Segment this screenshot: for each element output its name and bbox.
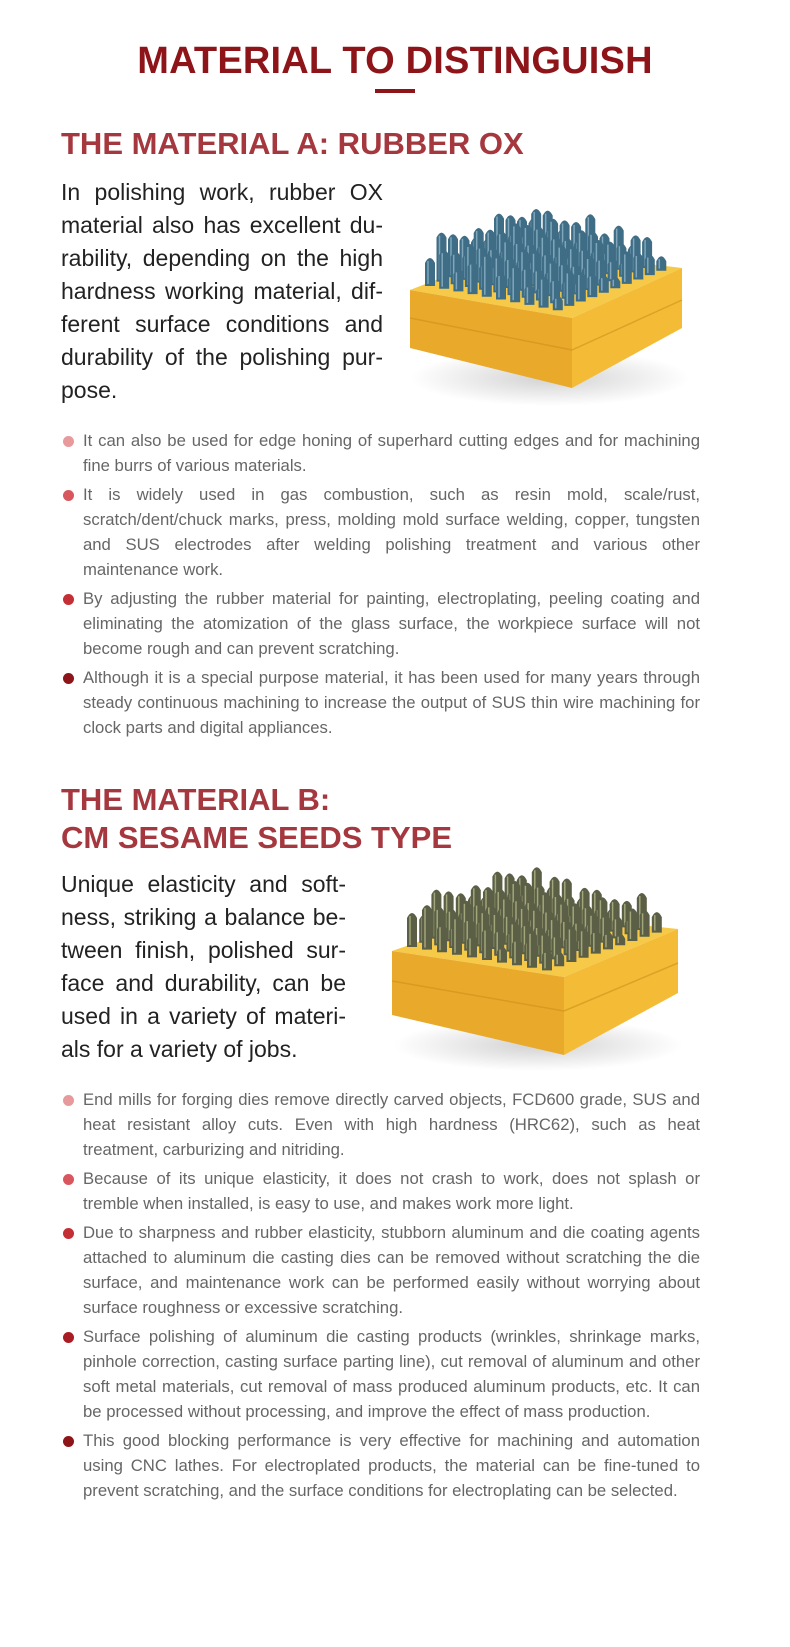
polishing-pin — [542, 950, 552, 971]
material-b-bullets — [61, 1087, 700, 1507]
polishing-pin — [510, 265, 520, 302]
polishing-pin — [512, 939, 522, 966]
bullet-item — [61, 1220, 700, 1320]
bullet-text: End mills for forging dies remove directly carved objects, FCD600 grade, SUS and heat resistant alloy cuts. Even with high hardness (HRC62), such as heat treatment, carburizing and nitriding. — [83, 1090, 700, 1159]
bullet-dot-icon — [63, 594, 74, 605]
bullet-item — [61, 586, 700, 661]
bullet-dot-icon — [63, 1332, 74, 1343]
bullet-dot-icon — [63, 673, 74, 684]
polishing-pin — [452, 916, 462, 955]
polishing-pin — [407, 913, 417, 947]
polishing-pin — [524, 284, 534, 305]
polishing-pin — [576, 272, 586, 302]
polishing-pin — [482, 928, 492, 961]
polishing-pin — [591, 930, 601, 954]
bullet-dot-icon — [63, 1228, 74, 1239]
polishing-pin — [496, 273, 506, 300]
material-b-heading-line1: THE MATERIAL B: — [61, 782, 331, 817]
polishing-pin — [468, 262, 478, 295]
polishing-pin — [527, 931, 537, 968]
bullet-item — [61, 665, 700, 740]
bullet-text: It can also be used for edge honing of superhard cutting edges and for machining fine burrs of various materials. — [83, 431, 700, 475]
material-a-bullets — [61, 428, 700, 744]
polishing-pin — [453, 269, 463, 291]
polishing-pin — [645, 255, 655, 276]
polishing-pin — [482, 254, 492, 297]
polishing-pin — [437, 924, 447, 952]
bullet-dot-icon — [63, 1174, 74, 1185]
polishing-pin — [579, 928, 589, 958]
polishing-pin — [603, 932, 613, 950]
material-b-product-image — [378, 855, 690, 1075]
bullet-text: Surface polishing of aluminum die casting products (wrinkles, shrinkage marks, pinhole correction, casting surface parting line), cut removal of aluminum and other soft metal materials, cut removal of mass produced aluminum products, etc. It can be processed without processing, and improve the effect of mass production. — [83, 1327, 700, 1421]
polishing-pin — [564, 270, 574, 306]
page-title: MATERIAL TO DISTINGUISH — [137, 40, 653, 82]
bullet-text: Although it is a special purpose material, it has been used for many years through steady continuous machining to increase the output of SUS thin wire machining for clock parts and digital appliances. — [83, 668, 700, 737]
polishing-pin — [425, 258, 435, 286]
bullet-item — [61, 1087, 700, 1162]
bullet-item — [61, 1166, 700, 1216]
bullet-item — [61, 428, 700, 478]
polishing-pin — [652, 912, 662, 933]
polishing-pin — [467, 935, 477, 957]
bullet-dot-icon — [63, 1095, 74, 1106]
bullet-item — [61, 1324, 700, 1424]
bullet-text: It is widely used in gas combustion, such as resin mold, scale/rust, scratch/dent/chuck marks, press, molding mold surface welding, copper, tungsten and SUS electrodes after welding polishing treatment and various other maintenance work. — [83, 485, 700, 579]
polishing-pin — [599, 275, 609, 293]
material-a-product-image — [400, 188, 700, 413]
title-underline — [375, 89, 415, 93]
polishing-pin — [587, 274, 597, 298]
material-a-heading: THE MATERIAL A: RUBBER OX — [61, 126, 524, 161]
polishing-pin — [422, 905, 432, 950]
bullet-item — [61, 482, 700, 582]
polishing-pin — [627, 909, 637, 942]
bullet-text: Because of its unique elasticity, it does not crash to work, does not splash or tremble when installed, is easy to use, and makes work more light. — [83, 1169, 700, 1213]
bullet-dot-icon — [63, 490, 74, 501]
polishing-pin — [539, 277, 549, 308]
material-a-intro: In polishing work, rubber OX material also has excellent durability, depending on the high hardness working material, different surface conditions and durability of the polishing purpose. — [61, 179, 383, 403]
polishing-pin — [633, 253, 643, 280]
polishing-pin — [656, 256, 666, 271]
material-b-heading — [61, 781, 452, 857]
polishing-pin — [622, 251, 632, 284]
bullet-dot-icon — [63, 436, 74, 447]
polishing-pin — [640, 910, 650, 937]
bullet-dot-icon — [63, 1436, 74, 1447]
bullet-text: Due to sharpness and rubber elasticity, stubborn aluminum and die coating agents attached to aluminum die casting dies can be removed without scratching the die surface, and maintenance work can be performed easily without worrying about surface roughness or excessive scratching. — [83, 1223, 700, 1317]
bullet-item — [61, 1428, 700, 1503]
polishing-pin — [566, 927, 576, 963]
bullet-text: This good blocking performance is very effective for machining and automation using CNC lathes. For electroplated products, the material can be fine-tuned to prevent scratching, and the surface conditions for electroplating can be selected. — [83, 1431, 700, 1500]
material-b-intro: Unique elasticity and softness, striking a balance between finish, polished surface and durability, can be used in a variety of materials for a variety of jobs. — [61, 871, 346, 1062]
bullet-text: By adjusting the rubber material for painting, electroplating, peeling coating and eliminating the atomization of the glass surface, the workpiece surface will not become rough and can prevent scratching. — [83, 589, 700, 658]
polishing-pin — [439, 250, 449, 289]
material-b-heading-line2: CM SESAME SEEDS TYPE — [61, 820, 453, 855]
